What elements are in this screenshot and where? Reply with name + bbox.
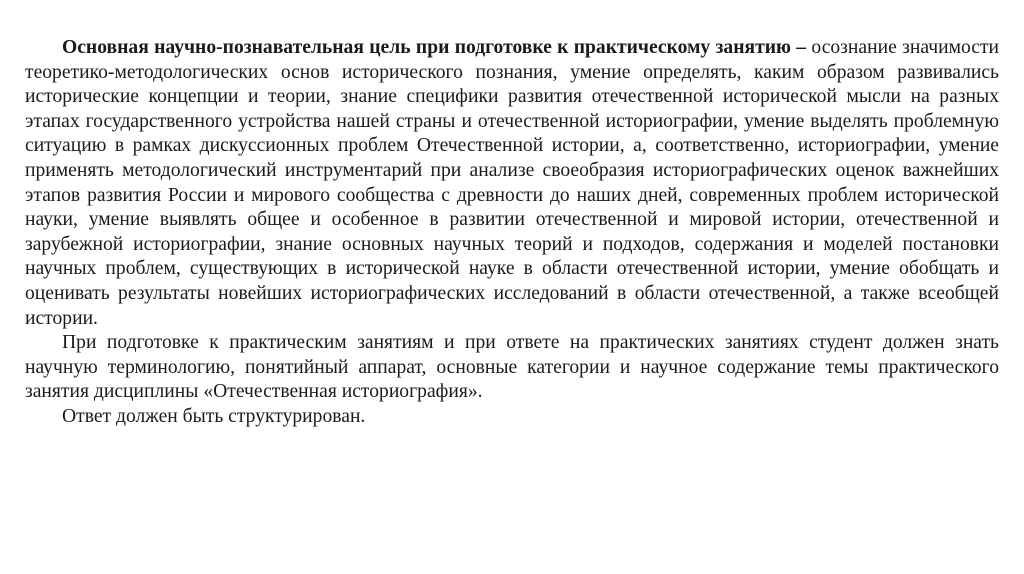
paragraph-preparation: При подготовке к практическим занятиям и при ответе на практических занятиях студент должен знать научную терминологию, понятийный аппарат, основные категории и научное содержание темы практического занятия дисциплины «Отечественная историография». <box>25 332 999 403</box>
paragraph-goal <box>25 36 999 331</box>
document-body <box>25 36 999 430</box>
goal-lead-bold: Основная научно-познавательная цель при подготовке к практическому занятию – <box>62 37 807 58</box>
paragraph-structure: Ответ должен быть структурирован. <box>62 405 366 427</box>
goal-text: осознание значимости теоретико-методологических основ исторического познания, умение определять, каким образом развивались исторические концепции и теории, знание специфики развития отечественной исторической мысли на разных этапах государственного устройства нашей страны и отечественной историографии, умение выделять проблемную ситуацию в рамках дискуссионных проблем Отечественной истории, а, соответственно, историографии, умение применять методологический инструментарий при анализе своеобразия историографических оценок важнейших этапов развития России и мирового сообщества с древности до наших дней, современных проблем исторической науки, умение выявлять общее и особенное в развитии отечественной и мировой истории, отечественной и зарубежной историографии, знание основных научных теорий и подходов, содержания и моделей постановки научных проблем, существующих в исторической науке в области отечественной истории, умение обобщать и оценивать результаты новейших историографических исследований в области отечественной, а также всеобщей истории. <box>25 37 999 329</box>
